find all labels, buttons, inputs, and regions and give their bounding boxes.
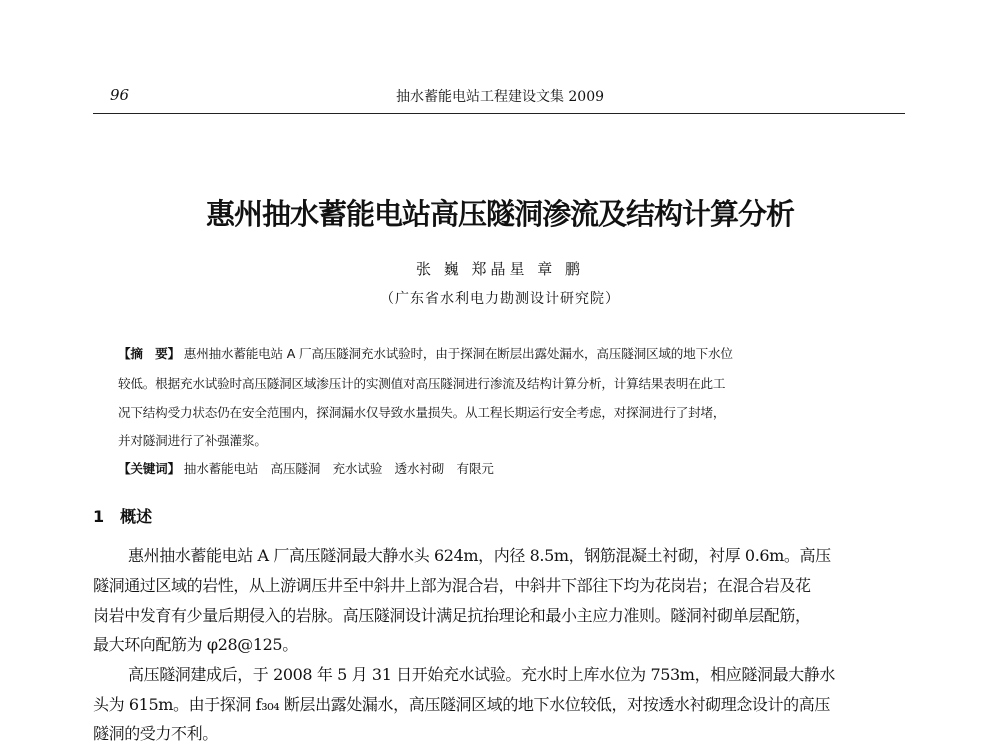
abstract-line: 况下结构受力状态仍在安全范围内，探洞漏水仅导致水量损失。从工程长期运行安全考虑，对探洞进行了封堵， [118,405,726,420]
body-line: 头为 615m。由于探洞 f₃₀₄ 断层出露处漏水，高压隧洞区域的地下水位较低，对按透水衬砌理念设计的高压 [93,695,830,714]
abstract-line: 较低。根据充水试验时高压隧洞区域渗压计的实测值对高压隧洞进行渗流及结构计算分析，计算结果表明在此工 [118,376,726,391]
keywords-line [118,458,494,477]
body-line: 高压隧洞建成后，于 2008 年 5 月 31 日开始充水试验。充水时上库水位为 753m，相应隧洞最大静水 [128,665,835,684]
paper-title: 惠州抽水蓄能电站高压隧洞渗流及结构计算分析 [205,197,794,231]
body-line: 惠州抽水蓄能电站 A 厂高压隧洞最大静水头 624m，内径 8.5m，钢筋混凝土衬砌，衬厚 0.6m。高压 [128,546,831,565]
running-header: 抽水蓄能电站工程建设文集 2009 [395,89,605,105]
authors: 张 巍 郑晶星 章 鹏 [415,260,585,278]
header-rule [93,113,905,114]
abstract-line [118,343,733,362]
abstract-text: 惠州抽水蓄能电站 A 厂高压隧洞充水试验时，由于探洞在断层出露处漏水，高压隧洞区域的地下水位 [183,346,733,361]
abstract-label: 【摘 要】 [118,346,180,361]
affiliation: （广东省水利电力勘测设计研究院） [380,291,620,307]
body-line: 最大环向配筋为 φ28@125。 [93,635,298,654]
section-heading: 1 概述 [93,507,153,526]
abstract-line: 并对隧洞进行了补强灌浆。 [118,433,267,448]
keywords-label: 【关键词】 [118,461,180,476]
body-line: 岗岩中发育有少量后期侵入的岩脉。高压隧洞设计满足抗抬理论和最小主应力准则。隧洞衬砌单层配筋， [93,606,811,625]
body-line: 隧洞通过区域的岩性，从上游调压井至中斜井上部为混合岩，中斜井下部往下均为花岗岩；在混合岩及花 [93,576,811,595]
page-number: 96 [110,86,130,104]
keywords: 抽水蓄能电站 高压隧洞 充水试验 透水衬砌 有限元 [183,461,494,476]
body-line: 隧洞的受力不利。 [93,724,218,743]
